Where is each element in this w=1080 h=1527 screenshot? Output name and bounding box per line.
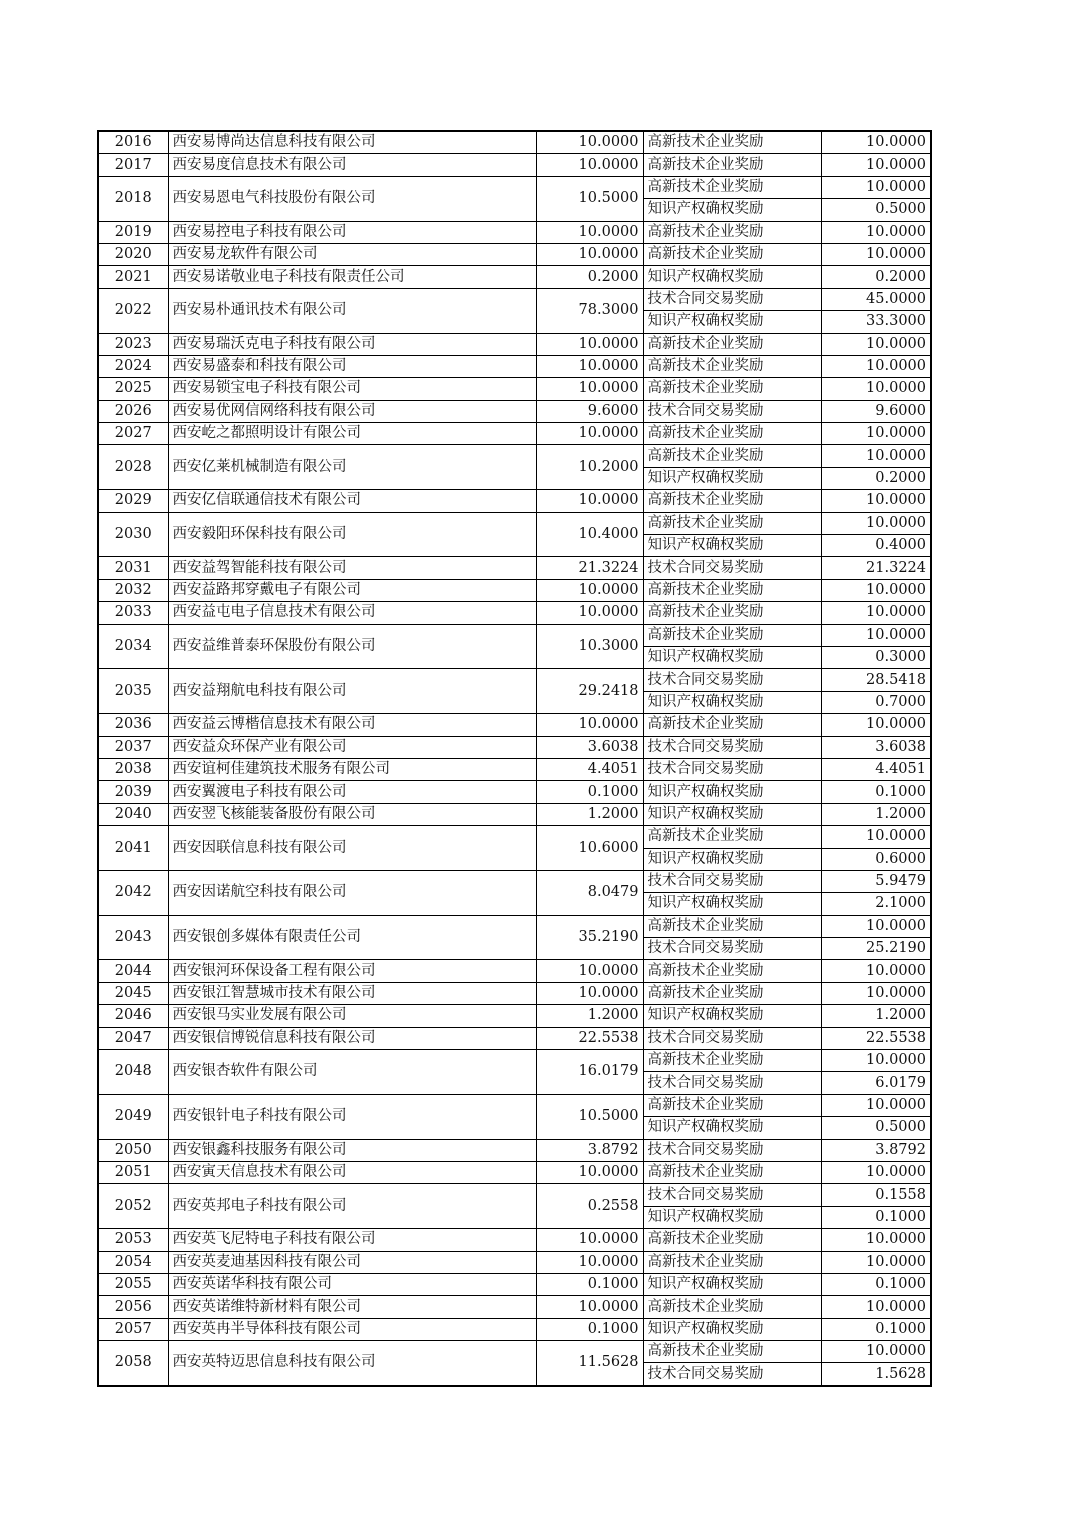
award-type: 高新技术企业奖励 (643, 960, 821, 982)
total-amount: 11.5628 (536, 1341, 643, 1386)
award-amount: 3.8792 (821, 1139, 931, 1161)
award-type: 高新技术企业奖励 (643, 624, 821, 646)
company-name: 西安翼渡电子科技有限公司 (168, 781, 536, 803)
company-name: 西安银针电子科技有限公司 (168, 1094, 536, 1139)
table-row (98, 781, 931, 803)
award-amount: 10.0000 (821, 1229, 931, 1251)
row-number: 2021 (98, 266, 168, 288)
award-type: 高新技术企业奖励 (643, 602, 821, 624)
award-amount: 0.6000 (821, 848, 931, 870)
award-type: 高新技术企业奖励 (643, 1050, 821, 1072)
award-type: 高新技术企业奖励 (643, 154, 821, 176)
row-number: 2045 (98, 982, 168, 1004)
award-amount: 0.1000 (821, 1273, 931, 1295)
award-amount: 10.0000 (821, 826, 931, 848)
company-name: 西安银信博锐信息科技有限公司 (168, 1027, 536, 1049)
award-amount: 10.0000 (821, 579, 931, 601)
table-row (98, 131, 931, 154)
company-name: 西安英麦迪基因科技有限公司 (168, 1251, 536, 1273)
award-amount: 2.1000 (821, 893, 931, 915)
table-row (98, 826, 931, 848)
award-amount: 10.0000 (821, 960, 931, 982)
award-type: 高新技术企业奖励 (643, 1094, 821, 1116)
company-name: 西安银创多媒体有限责任公司 (168, 915, 536, 960)
row-number: 2053 (98, 1229, 168, 1251)
award-type: 高新技术企业奖励 (643, 131, 821, 154)
award-amount: 10.0000 (821, 423, 931, 445)
company-name: 西安因诺航空科技有限公司 (168, 870, 536, 915)
company-name: 西安益云博楷信息技术有限公司 (168, 714, 536, 736)
row-number: 2040 (98, 803, 168, 825)
total-amount: 10.0000 (536, 602, 643, 624)
total-amount: 1.2000 (536, 803, 643, 825)
award-amount: 10.0000 (821, 445, 931, 467)
row-number: 2041 (98, 826, 168, 871)
award-amount: 0.5000 (821, 1117, 931, 1139)
award-type: 知识产权确权奖励 (643, 1117, 821, 1139)
company-name: 西安银马实业发展有限公司 (168, 1005, 536, 1027)
total-amount: 8.0479 (536, 870, 643, 915)
table-row (98, 1027, 931, 1049)
award-amount: 21.3224 (821, 557, 931, 579)
award-amount: 10.0000 (821, 221, 931, 243)
award-type: 知识产权确权奖励 (643, 781, 821, 803)
award-type: 高新技术企业奖励 (643, 445, 821, 467)
company-name: 西安易控电子科技有限公司 (168, 221, 536, 243)
award-type: 高新技术企业奖励 (643, 826, 821, 848)
company-name: 西安银江智慧城市技术有限公司 (168, 982, 536, 1004)
award-type: 高新技术企业奖励 (643, 243, 821, 265)
row-number: 2029 (98, 490, 168, 512)
award-amount: 0.7000 (821, 691, 931, 713)
total-amount: 10.0000 (536, 490, 643, 512)
table-row (98, 490, 931, 512)
award-type: 技术合同交易奖励 (643, 870, 821, 892)
award-type: 高新技术企业奖励 (643, 490, 821, 512)
award-type: 知识产权确权奖励 (643, 199, 821, 221)
total-amount: 10.6000 (536, 826, 643, 871)
total-amount: 10.5000 (536, 1094, 643, 1139)
row-number: 2035 (98, 669, 168, 714)
table-row (98, 1251, 931, 1273)
row-number: 2049 (98, 1094, 168, 1139)
row-number: 2024 (98, 355, 168, 377)
company-name: 西安亿莱机械制造有限公司 (168, 445, 536, 490)
table-row (98, 423, 931, 445)
award-type: 技术合同交易奖励 (643, 736, 821, 758)
total-amount: 10.0000 (536, 1161, 643, 1183)
table-row (98, 400, 931, 422)
row-number: 2046 (98, 1005, 168, 1027)
award-type: 知识产权确权奖励 (643, 266, 821, 288)
award-type: 知识产权确权奖励 (643, 1273, 821, 1295)
award-amount: 10.0000 (821, 982, 931, 1004)
award-amount: 10.0000 (821, 624, 931, 646)
table-row (98, 288, 931, 310)
company-name: 西安益众环保产业有限公司 (168, 736, 536, 758)
total-amount: 9.6000 (536, 400, 643, 422)
row-number: 2028 (98, 445, 168, 490)
row-number: 2033 (98, 602, 168, 624)
table-row (98, 266, 931, 288)
row-number: 2037 (98, 736, 168, 758)
table-row (98, 982, 931, 1004)
row-number: 2058 (98, 1341, 168, 1386)
total-amount: 10.0000 (536, 960, 643, 982)
award-amount: 10.0000 (821, 131, 931, 154)
row-number: 2054 (98, 1251, 168, 1273)
award-amount: 10.0000 (821, 512, 931, 534)
table-row (98, 445, 931, 467)
award-amount: 10.0000 (821, 714, 931, 736)
total-amount: 0.2558 (536, 1184, 643, 1229)
company-name: 西安英诺维特新材料有限公司 (168, 1296, 536, 1318)
row-number: 2043 (98, 915, 168, 960)
total-amount: 10.4000 (536, 512, 643, 557)
company-name: 西安益路邦穿戴电子有限公司 (168, 579, 536, 601)
company-name: 西安银鑫科技服务有限公司 (168, 1139, 536, 1161)
award-type: 高新技术企业奖励 (643, 512, 821, 534)
row-number: 2055 (98, 1273, 168, 1295)
table-row (98, 1050, 931, 1072)
award-type: 高新技术企业奖励 (643, 1341, 821, 1363)
total-amount: 22.5538 (536, 1027, 643, 1049)
award-amount: 0.2000 (821, 467, 931, 489)
award-amount: 10.0000 (821, 1296, 931, 1318)
row-number: 2019 (98, 221, 168, 243)
award-type: 技术合同交易奖励 (643, 1184, 821, 1206)
award-type: 知识产权确权奖励 (643, 311, 821, 333)
table-row (98, 803, 931, 825)
company-name: 西安银杏软件有限公司 (168, 1050, 536, 1095)
company-name: 西安易博尚达信息科技有限公司 (168, 131, 536, 154)
company-name: 西安易朴通讯技术有限公司 (168, 288, 536, 333)
total-amount: 4.4051 (536, 758, 643, 780)
award-amount: 28.5418 (821, 669, 931, 691)
total-amount: 10.0000 (536, 1296, 643, 1318)
award-amount: 10.0000 (821, 154, 931, 176)
award-amount: 10.0000 (821, 1341, 931, 1363)
company-name: 西安寅天信息技术有限公司 (168, 1161, 536, 1183)
table-row (98, 1341, 931, 1363)
award-type: 知识产权确权奖励 (643, 535, 821, 557)
company-name: 西安益驾智能科技有限公司 (168, 557, 536, 579)
award-type: 知识产权确权奖励 (643, 803, 821, 825)
table-row (98, 1161, 931, 1183)
total-amount: 10.0000 (536, 154, 643, 176)
table-row (98, 1094, 931, 1116)
total-amount: 0.1000 (536, 781, 643, 803)
row-number: 2057 (98, 1318, 168, 1340)
total-amount: 10.0000 (536, 714, 643, 736)
row-number: 2020 (98, 243, 168, 265)
award-type: 知识产权确权奖励 (643, 1318, 821, 1340)
award-type: 知识产权确权奖励 (643, 467, 821, 489)
table-row (98, 1005, 931, 1027)
row-number: 2050 (98, 1139, 168, 1161)
award-type: 高新技术企业奖励 (643, 915, 821, 937)
award-type: 技术合同交易奖励 (643, 1139, 821, 1161)
award-amount: 0.5000 (821, 199, 931, 221)
company-name: 西安易恩电气科技股份有限公司 (168, 176, 536, 221)
total-amount: 10.0000 (536, 131, 643, 154)
total-amount: 29.2418 (536, 669, 643, 714)
row-number: 2025 (98, 378, 168, 400)
award-amount: 10.0000 (821, 378, 931, 400)
award-amount: 10.0000 (821, 243, 931, 265)
company-name: 西安易龙软件有限公司 (168, 243, 536, 265)
row-number: 2034 (98, 624, 168, 669)
company-name: 西安易瑞沃克电子科技有限公司 (168, 333, 536, 355)
company-name: 西安亿信联通信技术有限公司 (168, 490, 536, 512)
award-type: 技术合同交易奖励 (643, 1363, 821, 1386)
total-amount: 10.0000 (536, 423, 643, 445)
award-type: 高新技术企业奖励 (643, 1251, 821, 1273)
total-amount: 0.1000 (536, 1318, 643, 1340)
award-amount: 45.0000 (821, 288, 931, 310)
row-number: 2017 (98, 154, 168, 176)
row-number: 2051 (98, 1161, 168, 1183)
award-amount: 6.0179 (821, 1072, 931, 1094)
award-type: 知识产权确权奖励 (643, 691, 821, 713)
award-type: 技术合同交易奖励 (643, 400, 821, 422)
table-row (98, 1184, 931, 1206)
company-name: 西安英飞尼特电子科技有限公司 (168, 1229, 536, 1251)
company-name: 西安益屯电子信息技术有限公司 (168, 602, 536, 624)
table-row (98, 154, 931, 176)
award-type: 高新技术企业奖励 (643, 221, 821, 243)
award-amount: 10.0000 (821, 915, 931, 937)
award-amount: 0.2000 (821, 266, 931, 288)
total-amount: 10.0000 (536, 982, 643, 1004)
award-amount: 10.0000 (821, 355, 931, 377)
row-number: 2023 (98, 333, 168, 355)
award-amount: 1.2000 (821, 803, 931, 825)
table-row (98, 736, 931, 758)
total-amount: 35.2190 (536, 915, 643, 960)
table-row (98, 221, 931, 243)
row-number: 2048 (98, 1050, 168, 1095)
row-number: 2039 (98, 781, 168, 803)
table-row (98, 1229, 931, 1251)
total-amount: 10.0000 (536, 579, 643, 601)
award-amount: 4.4051 (821, 758, 931, 780)
company-name: 西安翌飞核能装备股份有限公司 (168, 803, 536, 825)
award-type: 技术合同交易奖励 (643, 288, 821, 310)
award-amount: 10.0000 (821, 490, 931, 512)
award-amount: 33.3000 (821, 311, 931, 333)
award-amount: 0.3000 (821, 646, 931, 668)
award-type: 技术合同交易奖励 (643, 557, 821, 579)
award-type: 知识产权确权奖励 (643, 1206, 821, 1228)
row-number: 2038 (98, 758, 168, 780)
company-name: 西安易度信息技术有限公司 (168, 154, 536, 176)
table-row (98, 579, 931, 601)
total-amount: 10.0000 (536, 1229, 643, 1251)
table-row (98, 243, 931, 265)
company-name: 西安谊柯佳建筑技术服务有限公司 (168, 758, 536, 780)
total-amount: 10.0000 (536, 355, 643, 377)
table-row (98, 355, 931, 377)
award-amount: 10.0000 (821, 333, 931, 355)
award-table (97, 130, 932, 1387)
award-type: 高新技术企业奖励 (643, 423, 821, 445)
award-amount: 22.5538 (821, 1027, 931, 1049)
award-amount: 9.6000 (821, 400, 931, 422)
company-name: 西安英诺华科技有限公司 (168, 1273, 536, 1295)
row-number: 2018 (98, 176, 168, 221)
award-amount: 1.2000 (821, 1005, 931, 1027)
award-type: 高新技术企业奖励 (643, 1296, 821, 1318)
award-type: 高新技术企业奖励 (643, 176, 821, 198)
award-type: 知识产权确权奖励 (643, 646, 821, 668)
award-amount: 1.5628 (821, 1363, 931, 1386)
table-row (98, 176, 931, 198)
total-amount: 10.0000 (536, 243, 643, 265)
award-type: 技术合同交易奖励 (643, 758, 821, 780)
award-amount: 0.1000 (821, 1206, 931, 1228)
row-number: 2027 (98, 423, 168, 445)
total-amount: 3.6038 (536, 736, 643, 758)
company-name: 西安毅阳环保科技有限公司 (168, 512, 536, 557)
table-row (98, 714, 931, 736)
award-type: 高新技术企业奖励 (643, 378, 821, 400)
company-name: 西安英邦电子科技有限公司 (168, 1184, 536, 1229)
total-amount: 0.1000 (536, 1273, 643, 1295)
company-name: 西安易盛泰和科技有限公司 (168, 355, 536, 377)
table-row (98, 378, 931, 400)
table-row (98, 1273, 931, 1295)
total-amount: 3.8792 (536, 1139, 643, 1161)
award-amount: 10.0000 (821, 1050, 931, 1072)
row-number: 2022 (98, 288, 168, 333)
company-name: 西安益维普泰环保股份有限公司 (168, 624, 536, 669)
row-number: 2036 (98, 714, 168, 736)
award-type: 高新技术企业奖励 (643, 333, 821, 355)
table-row (98, 870, 931, 892)
award-type: 高新技术企业奖励 (643, 579, 821, 601)
table-row (98, 669, 931, 691)
total-amount: 10.5000 (536, 176, 643, 221)
award-type: 技术合同交易奖励 (643, 1027, 821, 1049)
row-number: 2016 (98, 131, 168, 154)
award-type: 知识产权确权奖励 (643, 1005, 821, 1027)
total-amount: 10.2000 (536, 445, 643, 490)
row-number: 2052 (98, 1184, 168, 1229)
award-amount: 10.0000 (821, 1161, 931, 1183)
row-number: 2047 (98, 1027, 168, 1049)
award-type: 技术合同交易奖励 (643, 669, 821, 691)
award-type: 高新技术企业奖励 (643, 355, 821, 377)
company-name: 西安屹之都照明设计有限公司 (168, 423, 536, 445)
row-number: 2032 (98, 579, 168, 601)
award-amount: 0.4000 (821, 535, 931, 557)
row-number: 2042 (98, 870, 168, 915)
total-amount: 16.0179 (536, 1050, 643, 1095)
row-number: 2030 (98, 512, 168, 557)
total-amount: 10.0000 (536, 221, 643, 243)
table-row (98, 1139, 931, 1161)
award-type: 高新技术企业奖励 (643, 714, 821, 736)
total-amount: 78.3000 (536, 288, 643, 333)
row-number: 2031 (98, 557, 168, 579)
row-number: 2044 (98, 960, 168, 982)
company-name: 西安益翔航电科技有限公司 (168, 669, 536, 714)
company-name: 西安易锁宝电子科技有限公司 (168, 378, 536, 400)
table-row (98, 1318, 931, 1340)
award-amount: 5.9479 (821, 870, 931, 892)
total-amount: 10.0000 (536, 1251, 643, 1273)
table-row (98, 602, 931, 624)
total-amount: 1.2000 (536, 1005, 643, 1027)
company-name: 西安因联信息科技有限公司 (168, 826, 536, 871)
company-name: 西安英冉半导体科技有限公司 (168, 1318, 536, 1340)
company-name: 西安银河环保设备工程有限公司 (168, 960, 536, 982)
award-amount: 0.1558 (821, 1184, 931, 1206)
award-table-body (98, 131, 931, 1386)
company-name: 西安易诺敬业电子科技有限责任公司 (168, 266, 536, 288)
table-row (98, 915, 931, 937)
total-amount: 10.0000 (536, 378, 643, 400)
row-number: 2026 (98, 400, 168, 422)
total-amount: 0.2000 (536, 266, 643, 288)
award-amount: 3.6038 (821, 736, 931, 758)
award-type: 知识产权确权奖励 (643, 848, 821, 870)
award-type: 高新技术企业奖励 (643, 982, 821, 1004)
award-amount: 10.0000 (821, 602, 931, 624)
award-type: 技术合同交易奖励 (643, 938, 821, 960)
company-name: 西安易优网信网络科技有限公司 (168, 400, 536, 422)
award-amount: 0.1000 (821, 1318, 931, 1340)
award-amount: 10.0000 (821, 1094, 931, 1116)
table-row (98, 758, 931, 780)
award-type: 高新技术企业奖励 (643, 1229, 821, 1251)
award-amount: 0.1000 (821, 781, 931, 803)
award-amount: 10.0000 (821, 1251, 931, 1273)
table-row (98, 624, 931, 646)
table-row (98, 333, 931, 355)
total-amount: 10.3000 (536, 624, 643, 669)
award-amount: 10.0000 (821, 176, 931, 198)
total-amount: 21.3224 (536, 557, 643, 579)
table-row (98, 960, 931, 982)
company-name: 西安英特迈思信息科技有限公司 (168, 1341, 536, 1386)
total-amount: 10.0000 (536, 333, 643, 355)
award-type: 高新技术企业奖励 (643, 1161, 821, 1183)
row-number: 2056 (98, 1296, 168, 1318)
table-row (98, 557, 931, 579)
award-type: 知识产权确权奖励 (643, 893, 821, 915)
award-amount: 25.2190 (821, 938, 931, 960)
table-row (98, 512, 931, 534)
table-row (98, 1296, 931, 1318)
award-type: 技术合同交易奖励 (643, 1072, 821, 1094)
